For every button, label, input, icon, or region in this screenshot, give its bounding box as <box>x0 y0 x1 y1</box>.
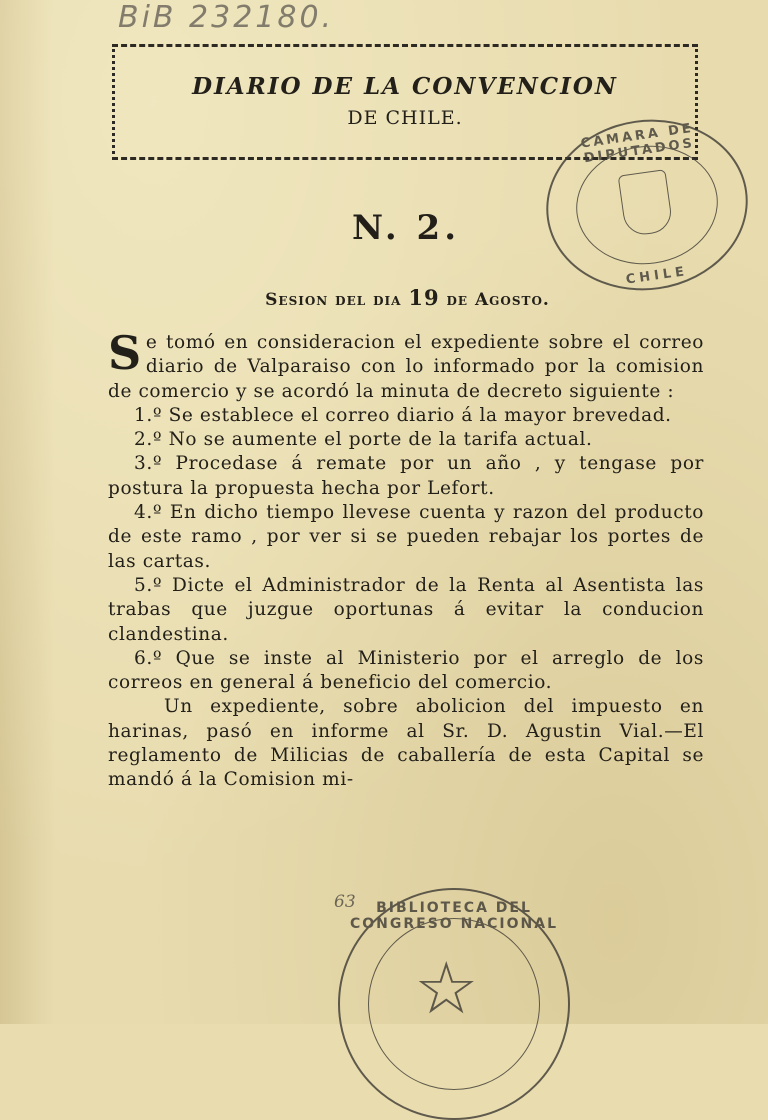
publication-subtitle: DE CHILE. <box>347 107 463 129</box>
session-day: 19 <box>408 285 440 310</box>
drop-cap: S <box>108 326 142 380</box>
decree-item-2: 2.º No se aumente el porte de la tarifa actual. <box>134 429 593 451</box>
decree-item-5: 5.º Dicte el Administrador de la Renta al Asentista las trabas que juzgue oportunas á evitar la conducion clandestina. <box>108 574 704 645</box>
library-stamp <box>338 888 570 1120</box>
stamp-library-text: BIBLIOTECA DEL CONGRESO NACIONAL <box>350 900 558 932</box>
decree-item-3: 3.º Procedase á remate por un año , y tengase por postura la propuesta hecha por Lefort. <box>108 453 704 499</box>
stamp-country-text: CHILE <box>624 264 689 288</box>
publication-title: DIARIO DE LA CONVENCION <box>192 73 618 100</box>
issue-number: N. 2. <box>351 208 461 248</box>
decree-item-6: 6.º Que se inste al Ministerio por el arreglo de los correos en general á beneficio del comercio. <box>108 647 704 694</box>
second-paragraph: Un expediente, sobre abolicion del impuesto en harinas, pasó en informe al Sr. D. Agustin Vial.—El reglamento de Milicias de caballería de esta Capital se mandó á la Comision mi- <box>108 696 704 791</box>
decree-item-4: 4.º En dicho tiempo llevese cuenta y razon del producto de este ramo , por ver si se pueden rebajar los portes de las cartas. <box>108 502 704 572</box>
decree-item-1: 1.º Se establece el correo diario á la mayor brevedad. <box>134 404 672 426</box>
stamp-chamber-text: CÁMARA DE DIPUTADOS <box>579 120 696 167</box>
session-month: de Agosto. <box>446 290 550 310</box>
session-label: Sesion del dia <box>265 290 402 310</box>
session-heading <box>110 285 705 310</box>
handwritten-number: 63 <box>334 892 356 912</box>
session-body <box>108 326 704 793</box>
intro-paragraph <box>108 326 704 404</box>
catalog-note: BiB 232180. <box>118 0 335 35</box>
intro-text: e tomó en consideracion el expediente sobre el correo diario de Valparaiso con lo informado por la comision de comercio y se acordó la minuta de decreto siguiente : <box>108 332 704 402</box>
star-icon: ☆ <box>414 946 479 1030</box>
